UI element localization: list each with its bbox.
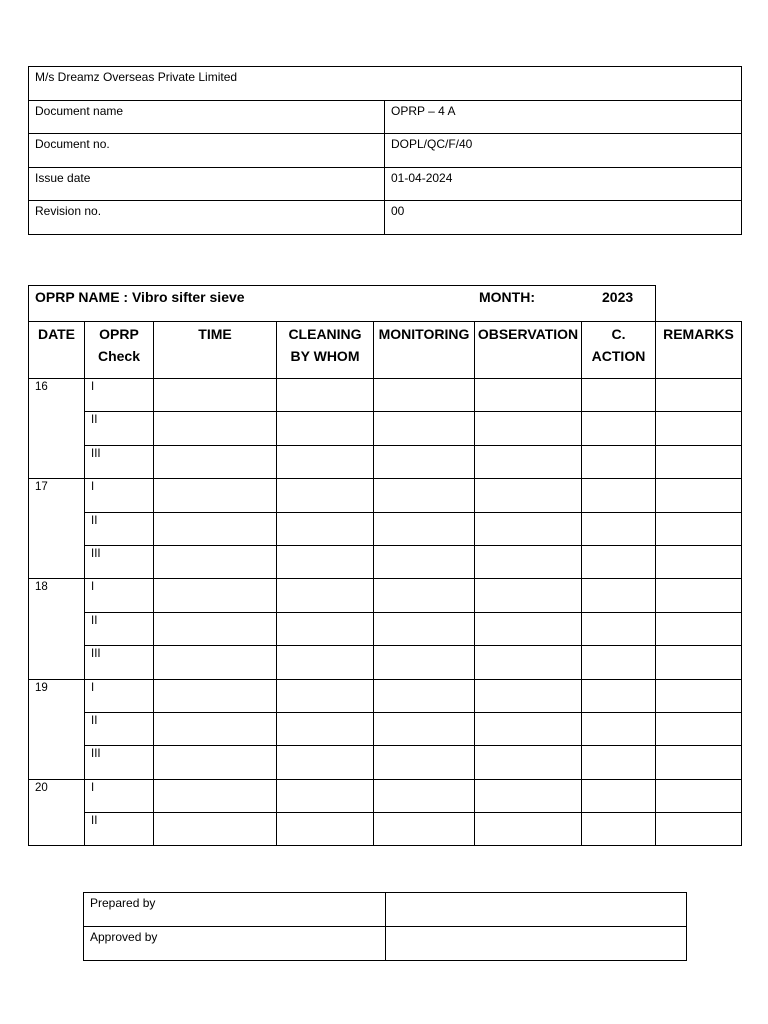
corrective-action-cell[interactable] — [582, 479, 656, 512]
monitoring-cell[interactable] — [374, 746, 475, 779]
observation-cell[interactable] — [475, 479, 582, 512]
observation-cell[interactable] — [475, 813, 582, 846]
prepared-by-field[interactable] — [386, 893, 687, 927]
remarks-cell[interactable] — [656, 746, 742, 779]
monitoring-cell[interactable] — [374, 813, 475, 846]
oprp-check-cell: I — [85, 679, 154, 712]
oprp-title-row — [29, 286, 742, 322]
date-cell: 20 — [29, 779, 85, 846]
document-no-label: Document no. — [29, 134, 385, 168]
observation-cell[interactable] — [475, 779, 582, 812]
monitoring-cell[interactable] — [374, 779, 475, 812]
log-row — [29, 512, 742, 545]
oprp-log-table — [28, 285, 742, 846]
log-row — [29, 579, 742, 612]
monitoring-cell[interactable] — [374, 612, 475, 645]
document-name-label: Document name — [29, 100, 385, 134]
oprp-check-cell: II — [85, 612, 154, 645]
revision-no-label: Revision no. — [29, 201, 385, 235]
month-year: 2023 — [602, 289, 634, 305]
time-cell[interactable] — [154, 379, 277, 412]
revision-no-row — [29, 201, 742, 235]
observation-cell[interactable] — [475, 579, 582, 612]
oprp-check-cell: II — [85, 412, 154, 445]
remarks-cell[interactable] — [656, 445, 742, 478]
cleaning-by-whom-cell[interactable] — [277, 512, 374, 545]
cleaning-by-whom-cell[interactable] — [277, 779, 374, 812]
time-cell[interactable] — [154, 545, 277, 578]
log-row — [29, 445, 742, 478]
date-cell: 16 — [29, 379, 85, 479]
remarks-cell[interactable] — [656, 612, 742, 645]
issue-date-row — [29, 167, 742, 201]
corrective-action-cell[interactable] — [582, 545, 656, 578]
log-row — [29, 779, 742, 812]
log-row — [29, 479, 742, 512]
observation-cell[interactable] — [475, 612, 582, 645]
col-time: TIME — [154, 322, 277, 379]
log-row — [29, 712, 742, 745]
col-oprp-check: OPRP Check — [85, 322, 154, 379]
observation-cell[interactable] — [475, 679, 582, 712]
log-row — [29, 412, 742, 445]
log-row — [29, 813, 742, 846]
time-cell[interactable] — [154, 412, 277, 445]
date-cell: 17 — [29, 479, 85, 579]
cleaning-by-whom-cell[interactable] — [277, 379, 374, 412]
date-cell: 19 — [29, 679, 85, 779]
cleaning-by-whom-cell[interactable] — [277, 646, 374, 679]
corrective-action-cell[interactable] — [582, 445, 656, 478]
monitoring-cell[interactable] — [374, 512, 475, 545]
monitoring-cell[interactable] — [374, 646, 475, 679]
corrective-action-cell[interactable] — [582, 612, 656, 645]
document-no-value: DOPL/QC/F/40 — [385, 134, 742, 168]
oprp-check-cell: II — [85, 512, 154, 545]
time-cell[interactable] — [154, 679, 277, 712]
time-cell[interactable] — [154, 579, 277, 612]
corrective-action-cell[interactable] — [582, 712, 656, 745]
remarks-cell[interactable] — [656, 779, 742, 812]
remarks-cell[interactable] — [656, 379, 742, 412]
oprp-check-cell: I — [85, 579, 154, 612]
monitoring-cell[interactable] — [374, 679, 475, 712]
remarks-cell[interactable] — [656, 579, 742, 612]
oprp-check-cell: III — [85, 545, 154, 578]
title-blank-cell — [656, 286, 742, 322]
log-row — [29, 646, 742, 679]
document-name-row — [29, 100, 742, 134]
cleaning-by-whom-cell[interactable] — [277, 813, 374, 846]
col-corrective-action: C. ACTION — [582, 322, 656, 379]
issue-date-value: 01-04-2024 — [385, 167, 742, 201]
remarks-cell[interactable] — [656, 512, 742, 545]
time-cell[interactable] — [154, 779, 277, 812]
log-row — [29, 679, 742, 712]
revision-no-value: 00 — [385, 201, 742, 235]
monitoring-cell[interactable] — [374, 445, 475, 478]
log-row — [29, 746, 742, 779]
oprp-name: OPRP NAME : Vibro sifter sieve — [35, 289, 245, 305]
oprp-check-cell: II — [85, 813, 154, 846]
col-observation: OBSERVATION — [475, 322, 582, 379]
column-header-row — [29, 322, 742, 379]
col-cleaning-by-whom: CLEANING BY WHOM — [277, 322, 374, 379]
log-row — [29, 379, 742, 412]
prepared-by-label: Prepared by — [84, 893, 386, 927]
time-cell[interactable] — [154, 646, 277, 679]
time-cell[interactable] — [154, 813, 277, 846]
time-cell[interactable] — [154, 712, 277, 745]
monitoring-cell[interactable] — [374, 545, 475, 578]
date-cell: 18 — [29, 579, 85, 679]
remarks-cell[interactable] — [656, 712, 742, 745]
oprp-check-cell: I — [85, 379, 154, 412]
col-date: DATE — [29, 322, 85, 379]
corrective-action-cell[interactable] — [582, 813, 656, 846]
company-row — [29, 67, 742, 101]
remarks-cell[interactable] — [656, 545, 742, 578]
company-name: M/s Dreamz Overseas Private Limited — [29, 67, 742, 101]
cleaning-by-whom-cell[interactable] — [277, 445, 374, 478]
remarks-cell[interactable] — [656, 813, 742, 846]
observation-cell[interactable] — [475, 712, 582, 745]
oprp-check-cell: I — [85, 479, 154, 512]
observation-cell[interactable] — [475, 445, 582, 478]
corrective-action-cell[interactable] — [582, 779, 656, 812]
monitoring-cell[interactable] — [374, 412, 475, 445]
remarks-cell[interactable] — [656, 679, 742, 712]
month-label: MONTH: — [479, 289, 535, 305]
oprp-check-cell: I — [85, 779, 154, 812]
cleaning-by-whom-cell[interactable] — [277, 612, 374, 645]
oprp-check-cell: III — [85, 646, 154, 679]
observation-cell[interactable] — [475, 379, 582, 412]
cleaning-by-whom-cell[interactable] — [277, 579, 374, 612]
monitoring-cell[interactable] — [374, 479, 475, 512]
corrective-action-cell[interactable] — [582, 379, 656, 412]
observation-cell[interactable] — [475, 746, 582, 779]
corrective-action-cell[interactable] — [582, 412, 656, 445]
corrective-action-cell[interactable] — [582, 579, 656, 612]
cleaning-by-whom-cell[interactable] — [277, 746, 374, 779]
issue-date-label: Issue date — [29, 167, 385, 201]
corrective-action-cell[interactable] — [582, 746, 656, 779]
oprp-check-cell: III — [85, 445, 154, 478]
observation-cell[interactable] — [475, 545, 582, 578]
observation-cell[interactable] — [475, 512, 582, 545]
observation-cell[interactable] — [475, 646, 582, 679]
col-remarks: REMARKS — [656, 322, 742, 379]
corrective-action-cell[interactable] — [582, 512, 656, 545]
monitoring-cell[interactable] — [374, 579, 475, 612]
cleaning-by-whom-cell[interactable] — [277, 479, 374, 512]
signoff-table — [83, 892, 687, 961]
oprp-title-cell — [29, 286, 656, 322]
approved-by-label: Approved by — [84, 927, 386, 961]
cleaning-by-whom-cell[interactable] — [277, 712, 374, 745]
document-no-row — [29, 134, 742, 168]
prepared-by-row — [84, 893, 687, 927]
corrective-action-cell[interactable] — [582, 646, 656, 679]
approved-by-field[interactable] — [386, 927, 687, 961]
remarks-cell[interactable] — [656, 479, 742, 512]
document-name-value: OPRP – 4 A — [385, 100, 742, 134]
log-body — [29, 379, 742, 846]
approved-by-row — [84, 927, 687, 961]
oprp-check-cell: III — [85, 746, 154, 779]
time-cell[interactable] — [154, 746, 277, 779]
time-cell[interactable] — [154, 445, 277, 478]
log-row — [29, 612, 742, 645]
cleaning-by-whom-cell[interactable] — [277, 545, 374, 578]
observation-cell[interactable] — [475, 412, 582, 445]
oprp-check-cell: II — [85, 712, 154, 745]
time-cell[interactable] — [154, 612, 277, 645]
time-cell[interactable] — [154, 479, 277, 512]
document-info-table — [28, 66, 742, 235]
remarks-cell[interactable] — [656, 412, 742, 445]
cleaning-by-whom-cell[interactable] — [277, 412, 374, 445]
monitoring-cell[interactable] — [374, 379, 475, 412]
remarks-cell[interactable] — [656, 646, 742, 679]
monitoring-cell[interactable] — [374, 712, 475, 745]
log-row — [29, 545, 742, 578]
col-monitoring: MONITORING — [374, 322, 475, 379]
cleaning-by-whom-cell[interactable] — [277, 679, 374, 712]
time-cell[interactable] — [154, 512, 277, 545]
corrective-action-cell[interactable] — [582, 679, 656, 712]
